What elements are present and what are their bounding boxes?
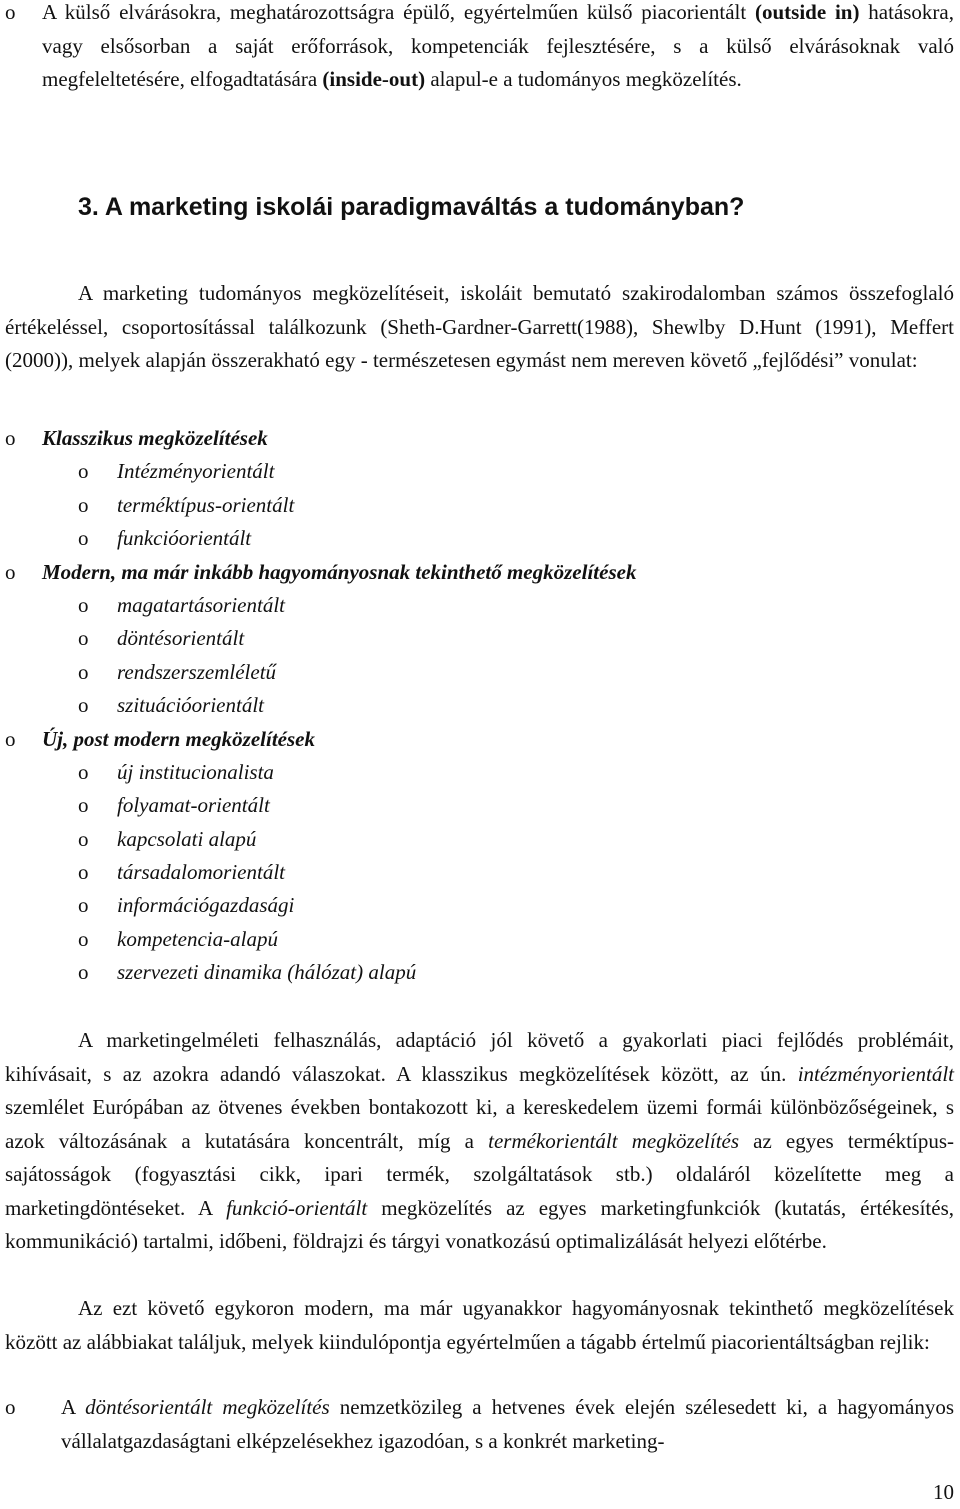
intro-bullet bbox=[5, 0, 954, 97]
term-product-oriented: termékorientált megközelítés bbox=[488, 1128, 740, 1153]
group-title bbox=[5, 723, 954, 756]
bullet-marker: o bbox=[78, 693, 89, 718]
list-item: o rendszerszemléletű bbox=[5, 656, 954, 689]
list-item: o társadalomorientált bbox=[5, 856, 954, 889]
bullet-marker: o bbox=[78, 626, 89, 651]
bullet-marker: o bbox=[78, 860, 89, 885]
bullet-marker: o bbox=[78, 793, 89, 818]
bullet-marker: o bbox=[5, 1395, 16, 1419]
list-item: o kompetencia-alapú bbox=[5, 923, 954, 956]
bullet-marker: o bbox=[78, 526, 89, 551]
decision-oriented-bullet bbox=[5, 1391, 954, 1458]
group-title-text: Új, post modern megközelítések bbox=[42, 726, 315, 751]
group-title-text: Modern, ma már inkább hagyományosnak tekinthető megközelítések bbox=[42, 559, 637, 584]
list-item: o folyamat-orientált bbox=[5, 789, 954, 822]
bullet-marker: o bbox=[78, 893, 89, 918]
list-item: o funkcióorientált bbox=[5, 522, 954, 555]
term-function-oriented: funkció-orientált bbox=[226, 1195, 368, 1220]
paragraph-intro: A marketing tudományos megközelítéseit, iskoláit bemutató szakirodalomban számos összefoglaló értékeléssel, csoportosítással találkozunk (Sheth-Gardner-Garrett(1988), Shewlby D.Hunt (1991), Meffert (2000)), melyek alapján összerakható egy - természetesen egymást nem mereven követő „fejlődési” vonulat: bbox=[5, 281, 954, 372]
approaches-list bbox=[5, 422, 954, 990]
group-title bbox=[5, 556, 954, 589]
term-decision-oriented: döntésorientált megközelítés bbox=[85, 1395, 330, 1419]
bullet-marker: o bbox=[78, 592, 89, 617]
list-item: o kapcsolati alapú bbox=[5, 823, 954, 856]
decision-oriented-text: A döntésorientált megközelítés nemzetközileg a hetvenes évek elején szélesedett ki, a hagyományos vállalatgazdaságtani elképzelésekhez igazodóan, s a konkrét marketing- bbox=[61, 1395, 954, 1453]
list-item: o Intézményorientált bbox=[5, 455, 954, 488]
list-item: o magatartásorientált bbox=[5, 589, 954, 622]
bullet-marker: o bbox=[78, 826, 89, 851]
group-title bbox=[5, 422, 954, 455]
inside-out-term: (inside-out) bbox=[322, 67, 426, 91]
bullet-marker: o bbox=[78, 459, 89, 484]
bullet-marker: o bbox=[78, 960, 89, 985]
paragraph-classic-approaches: A marketingelméleti felhasználás, adaptáció jól követő a gyakorlati piaci fejlődés problémáit, kihívásait, s az azokra adandó válaszokat. A klasszikus megközelítések között, az ún. intézményorientált szemlélet Európában az ötvenes években bontakozott ki, a kereskedelem üzemi formái különbözőségeinek, s azok változásának a kutatására koncentrált, míg a termékorientált megközelítés az egyes terméktípus-sajátosságok (fogyasztási cikk, ipari termék, szolgáltatások stb.) oldaláról közelítette meg a marketingdöntéseket. A funkció-orientált megközelítés az egyes marketingfunkciók (kutatás, értékesítés, kommunikáció) tartalmi, időbeni, földrajzi és tárgyi vonatkozású optimalizálását helyezi előtérbe. bbox=[5, 1028, 954, 1253]
list-item: o információgazdasági bbox=[5, 889, 954, 922]
bullet-marker: o bbox=[78, 759, 89, 784]
bullet-marker: o bbox=[5, 726, 16, 751]
intro-bullet-text: A külső elvárásokra, meghatározottságra épülő, egyértelműen külső piacorientált (outside in) hatásokra, vagy elsősorban a saját erőforrások, kompetenciák fejlesztésére, s a külső elvárásoknak való megfeleltetésére, elfogadtatására (inside-out) alapul-e a tudományos megközelítés. bbox=[42, 0, 954, 91]
paragraph-modern-approaches: Az ezt követő egykoron modern, ma már ugyanakkor hagyományosnak tekinthető megközelítések között az alábbiakat találjuk, melyek kiindulópontja egyértelműen a tágabb értelmű piacorientáltságban rejlik: bbox=[5, 1296, 954, 1354]
bullet-marker: o bbox=[78, 659, 89, 684]
group-title-text: Klasszikus megközelítések bbox=[42, 426, 268, 450]
term-institution-oriented: intézményorientált bbox=[797, 1061, 954, 1086]
bullet-marker: o bbox=[78, 492, 89, 517]
bullet-marker: o bbox=[5, 0, 16, 24]
page-number: 10 bbox=[933, 1480, 954, 1504]
bullet-marker: o bbox=[78, 926, 89, 951]
bullet-marker: o bbox=[5, 426, 16, 450]
bullet-marker: o bbox=[5, 559, 16, 584]
list-item: o szituációorientált bbox=[5, 689, 954, 722]
list-item: o szervezeti dinamika (hálózat) alapú bbox=[5, 956, 954, 989]
outside-in-term: (outside in) bbox=[755, 0, 860, 24]
list-item: o terméktípus-orientált bbox=[5, 489, 954, 522]
section-heading: 3. A marketing iskolái paradigmaváltás a tudományban? bbox=[78, 193, 745, 221]
list-item: o új institucionalista bbox=[5, 756, 954, 789]
list-item: o döntésorientált bbox=[5, 622, 954, 655]
